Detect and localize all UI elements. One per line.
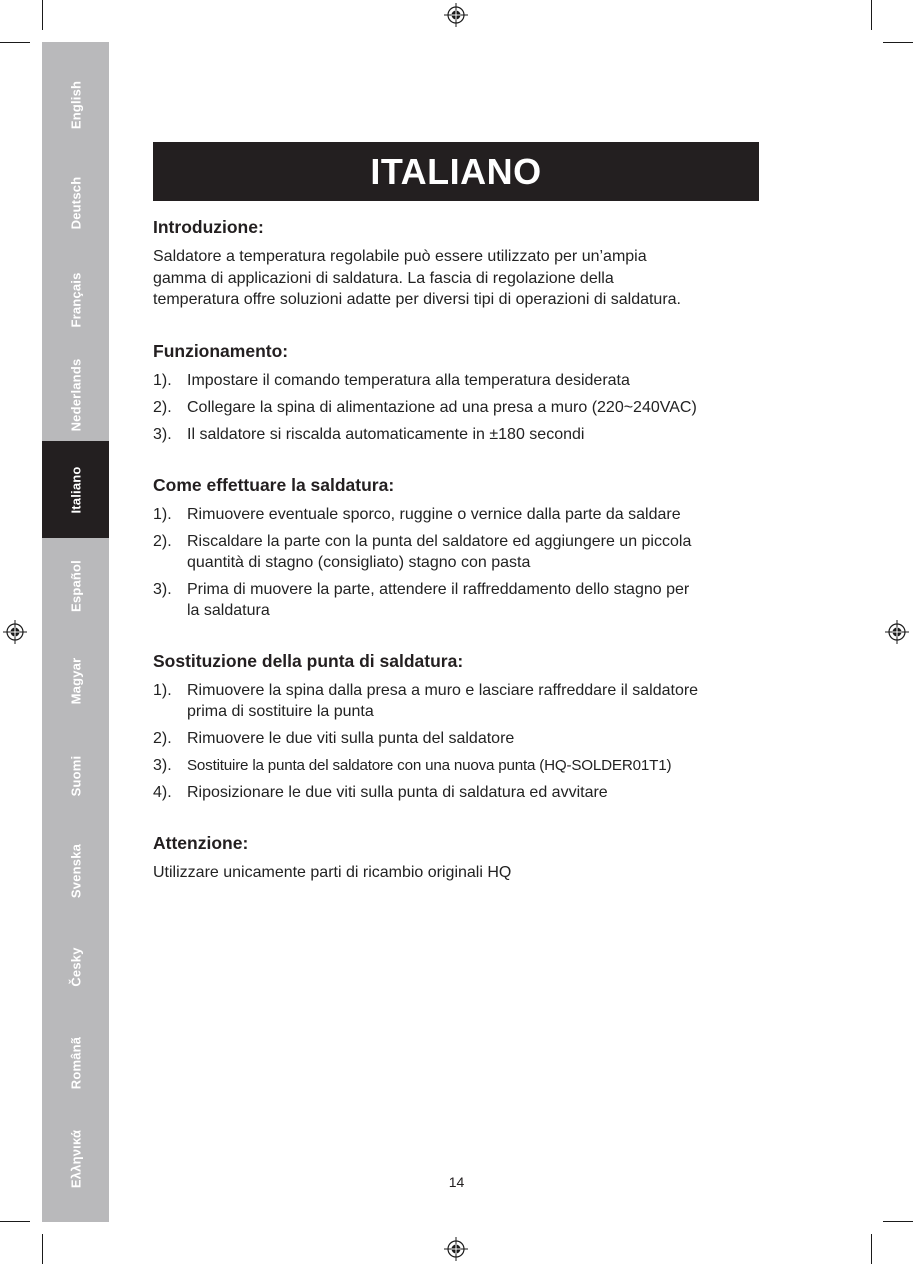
crop-mark xyxy=(0,1221,30,1222)
language-tab-italiano[interactable] xyxy=(42,441,109,538)
language-tab-espanol[interactable] xyxy=(42,537,109,634)
step-text xyxy=(187,581,689,619)
step-text xyxy=(187,682,698,720)
language-tab-cesky[interactable] xyxy=(42,918,109,1015)
step-line: Riscaldare la parte con la punta del saldatore ed aggiungere un piccola xyxy=(187,532,692,550)
language-sidebar xyxy=(42,42,109,1222)
step-line: prima di sostituire la punta xyxy=(187,702,374,720)
step-number: 1). xyxy=(153,371,172,389)
language-tab-label: English xyxy=(68,80,83,129)
section-warning xyxy=(153,831,765,884)
language-tab-magyar[interactable] xyxy=(42,632,109,729)
language-tab-label: Românã xyxy=(68,1036,83,1089)
step-text: Riposizionare le due viti sulla punta di saldatura ed avvitare xyxy=(187,783,608,801)
list-item xyxy=(153,504,765,525)
crop-mark xyxy=(42,1234,43,1264)
warning-text: Utilizzare unicamente parti di ricambio originali HQ xyxy=(153,863,512,881)
language-tab-label: Svenska xyxy=(68,843,83,898)
list-item xyxy=(153,782,765,803)
language-tab-romana[interactable] xyxy=(42,1014,109,1111)
step-text: Collegare la spina di alimentazione ad una presa a muro (220~240VAC) xyxy=(187,398,697,416)
section-heading: Attenzione: xyxy=(153,832,249,853)
step-number: 4). xyxy=(153,783,172,801)
language-tab-francais[interactable] xyxy=(42,251,109,348)
language-tab-label: Français xyxy=(68,271,83,328)
step-text xyxy=(187,533,691,571)
list-item xyxy=(153,755,765,776)
language-tab-nederlands[interactable] xyxy=(42,346,109,443)
page-title-banner xyxy=(153,142,759,201)
step-line: quantità di stagno (consigliato) stagno con pasta xyxy=(187,553,531,571)
language-tab-label: Deutsch xyxy=(68,176,83,229)
step-text: Rimuovere le due viti sulla punta del saldatore xyxy=(187,729,515,747)
intro-line: Saldatore a temperatura regolabile può essere utilizzato per un’ampia xyxy=(153,248,647,265)
section-operation xyxy=(153,339,765,445)
list-item xyxy=(153,424,765,445)
page-number: 14 xyxy=(448,1174,465,1190)
soldering-steps xyxy=(153,504,765,621)
intro-line: temperatura offre soluzioni adatte per diversi tipi di operazioni di saldatura. xyxy=(153,291,681,308)
registration-target-icon xyxy=(444,1237,468,1261)
step-number: 1). xyxy=(153,681,172,699)
language-tab-label: Nederlands xyxy=(68,358,83,431)
intro-paragraph xyxy=(153,246,765,311)
step-number: 3). xyxy=(153,425,172,443)
step-number: 2). xyxy=(153,729,172,747)
registration-target-icon xyxy=(444,3,468,27)
crop-mark xyxy=(0,42,30,43)
language-tab-label: Ελληνικά xyxy=(68,1129,83,1188)
crop-mark xyxy=(871,0,872,30)
section-heading: Introduzione: xyxy=(153,217,264,237)
language-tab-label: Italiano xyxy=(68,465,83,514)
intro-line: gamma di applicazioni di saldatura. La fascia di regolazione della xyxy=(153,269,614,287)
step-text: Impostare il comando temperatura alla temperatura desiderata xyxy=(187,371,630,389)
list-item xyxy=(153,531,765,573)
tip-replacement-steps xyxy=(153,680,765,803)
language-tab-label: Español xyxy=(68,559,83,612)
list-item xyxy=(153,579,765,621)
page-title: ITALIANO xyxy=(370,150,542,192)
language-tab-label: Česky xyxy=(68,946,83,987)
section-tip-replacement xyxy=(153,649,765,803)
operation-steps xyxy=(153,370,765,445)
step-line: Rimuovere la spina dalla presa a muro e lasciare raffreddare il saldatore xyxy=(187,681,699,699)
manual-content xyxy=(153,215,765,883)
crop-mark xyxy=(883,1221,913,1222)
language-tab-label: Magyar xyxy=(68,657,83,704)
crop-mark xyxy=(871,1234,872,1264)
section-heading: Come effettuare la saldatura: xyxy=(153,474,395,495)
step-number: 2). xyxy=(153,398,172,416)
step-line: Prima di muovere la parte, attendere il raffreddamento dello stagno per xyxy=(187,580,690,598)
language-tab-label: Suomi xyxy=(68,755,83,796)
section-soldering xyxy=(153,473,765,621)
crop-mark xyxy=(883,42,913,43)
step-number: 3). xyxy=(153,756,172,774)
language-tab-english[interactable] xyxy=(42,56,109,153)
language-tab-deutsch[interactable] xyxy=(42,154,109,251)
section-heading: Sostituzione della punta di saldatura: xyxy=(153,650,464,671)
list-item xyxy=(153,370,765,391)
list-item xyxy=(153,680,765,722)
registration-target-icon xyxy=(3,620,27,644)
step-text: Sostituire la punta del saldatore con una nuova punta (HQ-SOLDER01T1) xyxy=(187,756,672,774)
step-number: 1). xyxy=(153,505,172,523)
list-item xyxy=(153,397,765,418)
registration-target-icon xyxy=(885,620,909,644)
step-text: Rimuovere eventuale sporco, ruggine o vernice dalla parte da saldare xyxy=(187,505,681,523)
language-tab-suomi[interactable] xyxy=(42,727,109,824)
step-text: Il saldatore si riscalda automaticamente in ±180 secondi xyxy=(187,425,585,443)
step-number: 2). xyxy=(153,532,172,550)
language-tab-svenska[interactable] xyxy=(42,822,109,919)
step-line: la saldatura xyxy=(187,601,270,619)
crop-mark xyxy=(42,0,43,30)
section-introduction xyxy=(153,215,765,311)
step-number: 3). xyxy=(153,580,172,598)
section-heading: Funzionamento: xyxy=(153,340,289,361)
list-item xyxy=(153,728,765,749)
language-tab-greek[interactable] xyxy=(42,1110,109,1207)
